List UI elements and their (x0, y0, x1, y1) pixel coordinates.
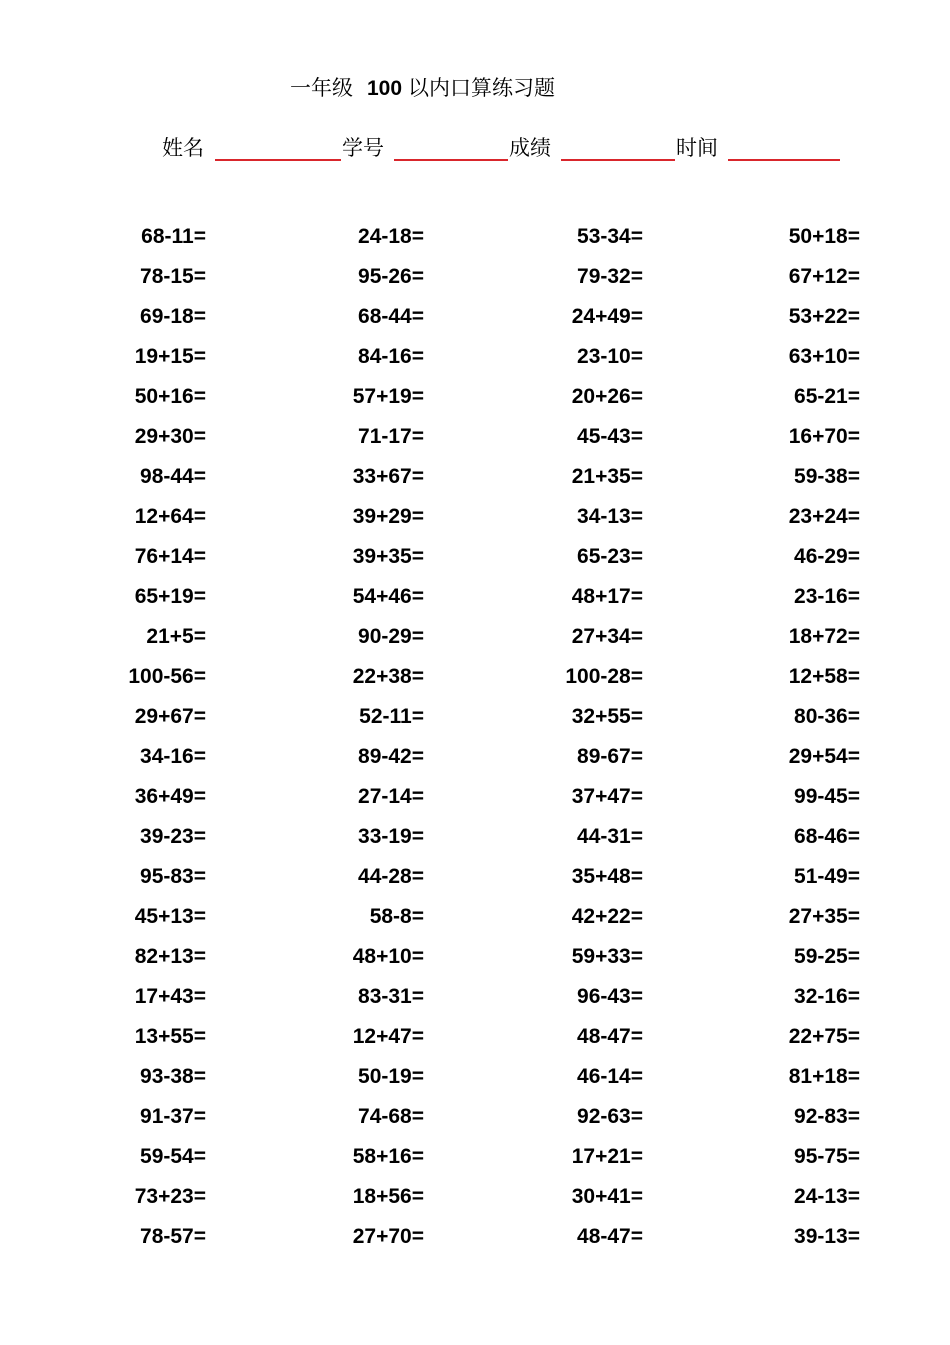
problem-column-1 (46, 222, 206, 1262)
problem-item: 27+70= (352, 1225, 424, 1248)
problem-item: 39+35= (352, 545, 424, 568)
title-prefix: 一年级 (290, 76, 353, 100)
problem-item: 69-18= (140, 305, 206, 328)
problem-item: 100-56= (128, 665, 206, 688)
problem-item: 44-31= (577, 825, 643, 848)
problem-item: 92-63= (577, 1105, 643, 1128)
problem-item: 52-11= (359, 705, 424, 728)
problem-item: 33+67= (352, 465, 424, 488)
problem-item: 95-83= (140, 865, 206, 888)
problem-item: 22+38= (352, 665, 424, 688)
problem-item: 45+13= (134, 905, 206, 928)
problem-item: 48+10= (352, 945, 424, 968)
problem-item: 50+18= (788, 225, 860, 248)
problem-item: 58+16= (352, 1145, 424, 1168)
problem-item: 39-23= (140, 825, 206, 848)
problem-item: 45-43= (577, 425, 643, 448)
problem-item: 65-23= (577, 545, 643, 568)
problem-item: 63+10= (788, 345, 860, 368)
problem-item: 12+47= (352, 1025, 424, 1048)
problem-column-4 (700, 222, 860, 1262)
problem-item: 24+49= (571, 305, 643, 328)
problem-item: 35+48= (571, 865, 643, 888)
problem-item: 59-25= (794, 945, 860, 968)
problem-item: 71-17= (358, 425, 424, 448)
problem-item: 23-16= (794, 585, 860, 608)
problem-item: 100-28= (565, 665, 643, 688)
problem-item: 59+33= (571, 945, 643, 968)
problem-item: 67+12= (788, 265, 860, 288)
problem-item: 18+72= (788, 625, 860, 648)
problem-item: 96-43= (577, 985, 643, 1008)
problem-item: 19+15= (134, 345, 206, 368)
problem-item: 84-16= (358, 345, 424, 368)
problem-item: 53+22= (788, 305, 860, 328)
problem-item: 53-34= (577, 225, 643, 248)
problem-item: 93-38= (140, 1065, 206, 1088)
problem-item: 48+17= (571, 585, 643, 608)
problem-item: 59-38= (794, 465, 860, 488)
problem-item: 90-29= (358, 625, 424, 648)
problem-item: 27+34= (571, 625, 643, 648)
problem-item: 30+41= (571, 1185, 643, 1208)
problem-item: 13+55= (134, 1025, 206, 1048)
problem-item: 89-67= (577, 745, 643, 768)
problem-item: 24-13= (794, 1185, 860, 1208)
problem-item: 65-21= (794, 385, 860, 408)
problem-item: 32+55= (571, 705, 643, 728)
problem-item: 68-46= (794, 825, 860, 848)
problem-item: 29+67= (134, 705, 206, 728)
problem-item: 50-19= (358, 1065, 424, 1088)
problem-item: 95-26= (358, 265, 424, 288)
problem-item: 74-68= (358, 1105, 424, 1128)
time-blank-line[interactable] (728, 159, 840, 161)
problem-item: 51-49= (794, 865, 860, 888)
problem-item: 92-83= (794, 1105, 860, 1128)
student-info-row (0, 132, 950, 172)
problem-item: 46-14= (577, 1065, 643, 1088)
problem-item: 23+24= (788, 505, 860, 528)
problem-item: 54+46= (352, 585, 424, 608)
problem-item: 42+22= (571, 905, 643, 928)
problem-item: 16+70= (788, 425, 860, 448)
problem-item: 37+47= (571, 785, 643, 808)
problem-item: 68-44= (358, 305, 424, 328)
problem-item: 21+35= (571, 465, 643, 488)
problem-item: 29+54= (788, 745, 860, 768)
problem-item: 78-15= (140, 265, 206, 288)
problem-item: 50+16= (134, 385, 206, 408)
problem-item: 18+56= (352, 1185, 424, 1208)
problem-item: 98-44= (140, 465, 206, 488)
time-label: 时间 (676, 136, 718, 160)
name-label: 姓名 (162, 136, 204, 160)
problem-item: 20+26= (571, 385, 643, 408)
problem-item: 57+19= (352, 385, 424, 408)
problem-item: 82+13= (134, 945, 206, 968)
problem-item: 91-37= (140, 1105, 206, 1128)
problem-item: 95-75= (794, 1145, 860, 1168)
problem-item: 48-47= (577, 1025, 643, 1048)
problem-item: 17+21= (571, 1145, 643, 1168)
student-id-label: 学号 (342, 136, 384, 160)
problem-item: 99-45= (794, 785, 860, 808)
title-suffix: 以内口算练习题 (408, 76, 556, 100)
problem-item: 21+5= (146, 625, 206, 648)
problem-column-3 (483, 222, 643, 1262)
problem-item: 65+19= (134, 585, 206, 608)
title-number: 100 (367, 77, 403, 100)
problem-item: 32-16= (794, 985, 860, 1008)
problem-item: 39+29= (352, 505, 424, 528)
problem-item: 80-36= (794, 705, 860, 728)
problem-item: 73+23= (134, 1185, 206, 1208)
problem-column-2 (264, 222, 424, 1262)
problem-item: 12+58= (788, 665, 860, 688)
problem-item: 34-16= (140, 745, 206, 768)
problem-item: 24-18= (358, 225, 424, 248)
student-id-blank-line[interactable] (394, 159, 508, 161)
problem-item: 44-28= (358, 865, 424, 888)
problem-item: 48-47= (577, 1225, 643, 1248)
problem-item: 46-29= (794, 545, 860, 568)
problem-item: 76+14= (134, 545, 206, 568)
score-blank-line[interactable] (561, 159, 675, 161)
score-label: 成绩 (509, 136, 551, 160)
problem-item: 17+43= (134, 985, 206, 1008)
problem-item: 83-31= (358, 985, 424, 1008)
problem-item: 22+75= (788, 1025, 860, 1048)
problem-item: 29+30= (134, 425, 206, 448)
problem-item: 33-19= (358, 825, 424, 848)
problem-item: 23-10= (577, 345, 643, 368)
problem-item: 39-13= (794, 1225, 860, 1248)
problem-item: 27+35= (788, 905, 860, 928)
problem-item: 27-14= (358, 785, 424, 808)
problem-item: 68-11= (141, 225, 206, 248)
problem-item: 89-42= (358, 745, 424, 768)
problem-item: 58-8= (369, 905, 424, 928)
problem-item: 79-32= (577, 265, 643, 288)
problem-item: 59-54= (140, 1145, 206, 1168)
worksheet-title (290, 72, 555, 102)
problem-item: 36+49= (134, 785, 206, 808)
problem-item: 81+18= (788, 1065, 860, 1088)
problem-item: 12+64= (134, 505, 206, 528)
problem-item: 78-57= (140, 1225, 206, 1248)
name-blank-line[interactable] (215, 159, 341, 161)
problem-item: 34-13= (577, 505, 643, 528)
